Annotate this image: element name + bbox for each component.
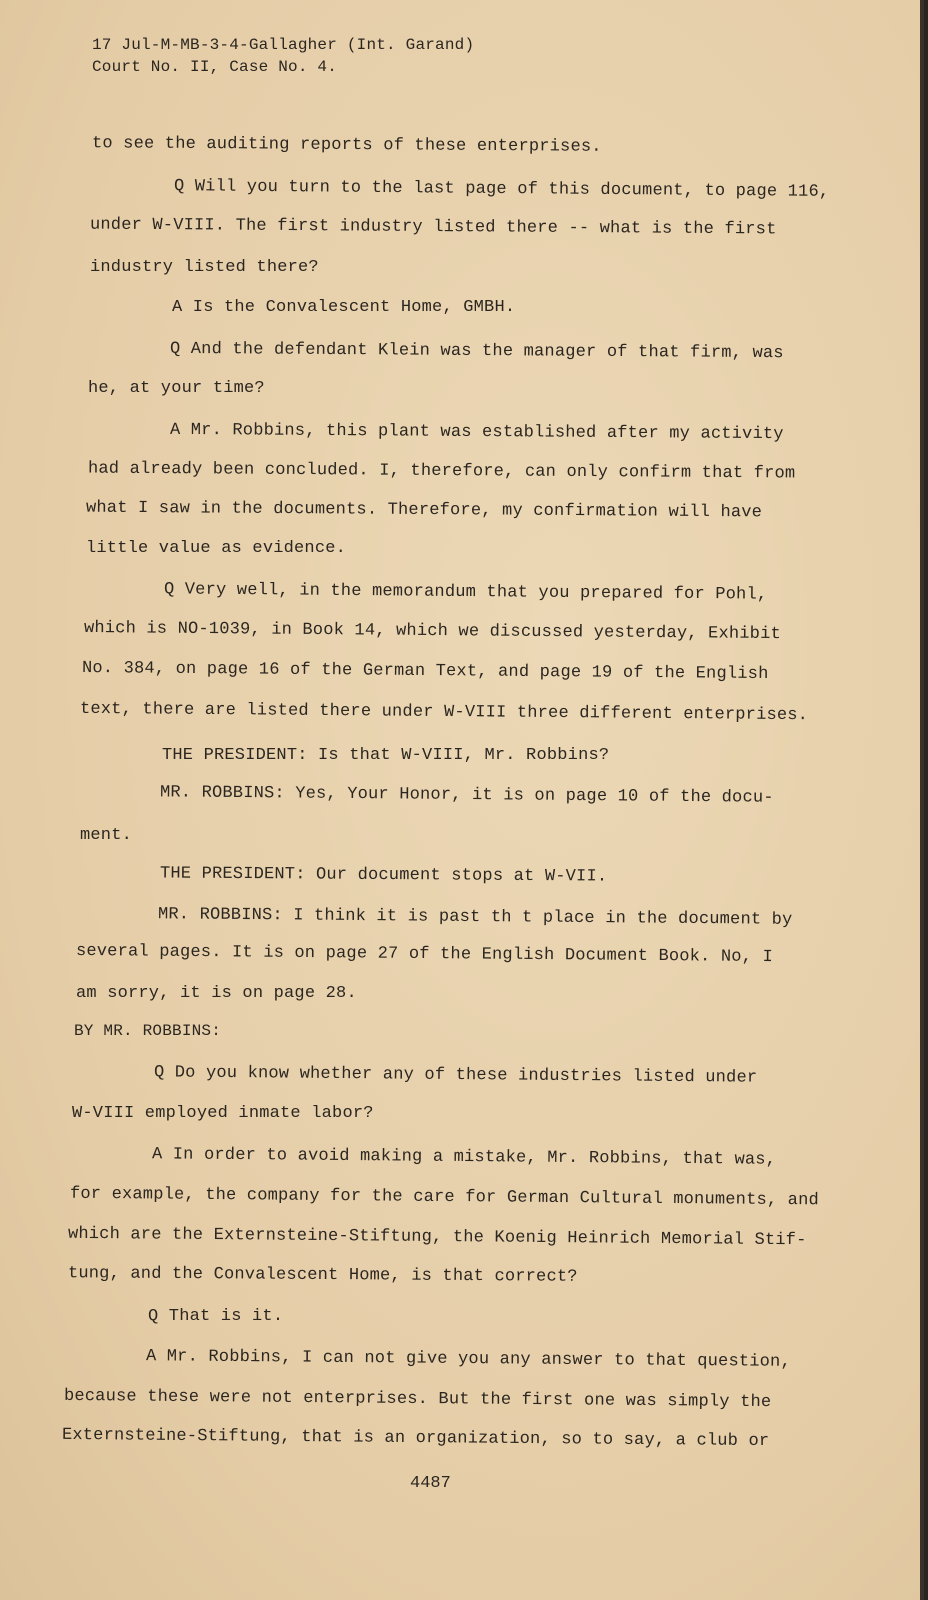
body-line: Q Do you know whether any of these industries listed under	[153, 1063, 758, 1088]
body-line: for example, the company for the care for German Cultural monuments, and	[69, 1184, 819, 1211]
body-line: Q Will you turn to the last page of this document, to page 116,	[173, 177, 830, 202]
body-line: he, at your time?	[88, 379, 265, 398]
body-line: Q Very well, in the memorandum that you prepared for Pohl,	[163, 580, 768, 605]
body-line: A Mr. Robbins, I can not give you any answer to that question,	[145, 1347, 791, 1372]
body-line: to see the auditing reports of these enterprises.	[91, 134, 602, 157]
page-edge	[920, 0, 924, 1600]
body-line: because these were not enterprises. But the first one was simply the	[63, 1386, 772, 1413]
body-line: Q That is it.	[148, 1307, 284, 1326]
body-line: THE PRESIDENT: Is that W-VIII, Mr. Robbins?	[162, 746, 610, 765]
body-line: text, there are listed there under W-VIII three different enterprises.	[79, 699, 809, 726]
body-line: which is NO-1039, in Book 14, which we discussed yesterday, Exhibit	[83, 618, 781, 645]
body-line: A In order to avoid making a mistake, Mr. Robbins, that was,	[151, 1145, 777, 1170]
body-line: THE PRESIDENT: Our document stops at W-VII.	[159, 864, 608, 887]
body-line: under W-VIII. The first industry listed there -- what is the first	[89, 215, 777, 240]
body-line: A Mr. Robbins, this plant was established after my activity	[169, 420, 784, 445]
body-line: what I saw in the documents. Therefore, my confirmation will have	[85, 498, 763, 523]
body-line: No. 384, on page 16 of the German Text, and page 19 of the English	[81, 659, 769, 684]
header-line-2: Court No. II, Case No. 4.	[92, 58, 338, 76]
body-line: tung, and the Convalescent Home, is that correct?	[67, 1264, 578, 1287]
body-line: MR. ROBBINS: I think it is past th t place in the document by	[157, 905, 793, 930]
body-line: BY MR. ROBBINS:	[74, 1022, 222, 1040]
header-line-1: 17 Jul-M-MB-3-4-Gallagher (Int. Garand)	[92, 36, 475, 54]
page-number: 4487	[410, 1474, 451, 1493]
body-line: MR. ROBBINS: Yes, Your Honor, it is on page 10 of the docu-	[159, 783, 774, 808]
body-line: which are the Externsteine-Stiftung, the Koenig Heinrich Memorial Stif-	[67, 1224, 807, 1251]
body-line: ment.	[80, 826, 133, 845]
body-line: Externsteine-Stiftung, that is an organization, so to say, a club or	[61, 1425, 770, 1452]
body-line: am sorry, it is on page 28.	[76, 984, 357, 1003]
body-line: little value as evidence.	[86, 539, 347, 558]
body-line: W-VIII employed inmate labor?	[72, 1104, 374, 1123]
body-line: Q And the defendant Klein was the manager of that firm, was	[169, 339, 784, 364]
body-line: A Is the Convalescent Home, GMBH.	[172, 298, 516, 317]
body-line: had already been concluded. I, therefore, can only confirm that from	[87, 459, 796, 484]
body-line: industry listed there?	[90, 258, 319, 277]
body-line: several pages. It is on page 27 of the English Document Book. No, I	[75, 941, 773, 968]
